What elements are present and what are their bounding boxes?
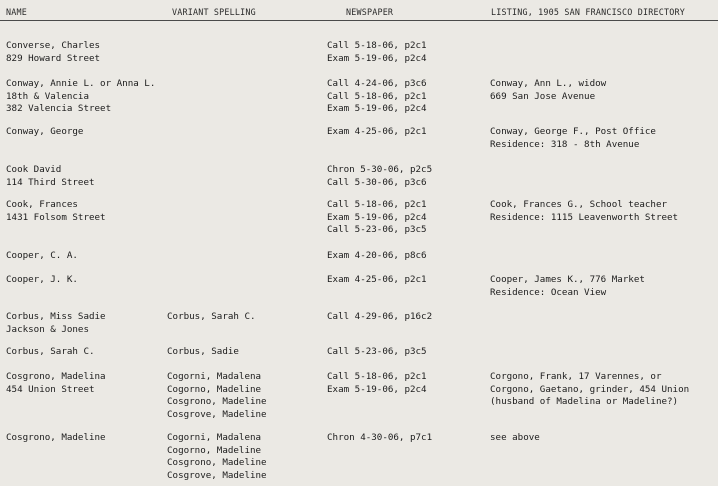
entry-name-line: 18th & Valencia — [6, 90, 89, 102]
entry-name — [6, 432, 106, 445]
entry-newspaper-line: Exam 4-20-06, p8c6 — [327, 250, 427, 261]
entry-newspaper-line: Exam 5-19-06, p2c4 — [327, 211, 427, 223]
entry-newspaper-line: Call 5-18-06, p2c1 — [327, 90, 427, 102]
header-newspaper: NEWSPAPER — [346, 7, 394, 17]
entry-newspaper — [327, 164, 432, 189]
entry-name — [6, 40, 100, 65]
entry-listing-line: 669 San Jose Avenue — [490, 90, 596, 102]
entry-newspaper-line: Call 5-30-06, p3c6 — [327, 176, 427, 188]
entry-listing-line: see above — [490, 432, 540, 443]
entry-name-line: Cooper, C. A. — [6, 250, 78, 261]
entry-name-line: Corbus, Miss Sadie — [6, 311, 106, 322]
entry-name — [6, 199, 106, 224]
entry-newspaper — [327, 311, 432, 324]
entry-newspaper — [327, 199, 427, 237]
entry-newspaper-line: Chron 5-30-06, p2c5 — [327, 164, 433, 175]
entry-variant-spelling-line: Cogorno, Madeline — [167, 444, 262, 456]
entry-name-line: Jackson & Jones — [6, 323, 89, 335]
entry-variant-spelling-line: Cogorno, Madeline — [167, 383, 262, 395]
entry-listing — [490, 199, 678, 224]
entry-name-line: 1431 Folsom Street — [6, 211, 106, 223]
entry-name-line: 114 Third Street — [6, 176, 95, 188]
entry-name — [6, 78, 155, 116]
entry-name-line: Conway, George — [6, 126, 84, 137]
entry-name — [6, 250, 78, 263]
entry-newspaper — [327, 126, 427, 139]
entry-variant-spelling-line: Cogorni, Madalena — [167, 432, 262, 443]
entry-name-line: Corbus, Sarah C. — [6, 346, 95, 357]
entry-newspaper — [327, 40, 427, 65]
entry-variant-spelling-line: Cosgrove, Madeline — [167, 409, 267, 421]
entry-name — [6, 311, 106, 336]
entry-name-line: Cook David — [6, 164, 62, 175]
entry-newspaper-line: Call 5-18-06, p2c1 — [327, 40, 427, 51]
entry-variant-spelling — [167, 432, 267, 483]
entry-listing-line: Corgono, Frank, 17 Varennes, or — [490, 371, 662, 382]
entry-listing-line: (husband of Madelina or Madeline?) — [490, 396, 679, 408]
entry-variant-spelling-line: Cosgrove, Madeline — [167, 470, 267, 482]
entry-listing-line: Cook, Frances G., School teacher — [490, 199, 668, 210]
entry-newspaper — [327, 274, 427, 287]
entry-newspaper-line: Call 4-24-06, p3c6 — [327, 78, 427, 89]
entry-name-line: Cosgrono, Madelina — [6, 371, 106, 382]
entry-listing-line: Conway, George F., Post Office — [490, 126, 656, 137]
entry-newspaper-line: Call 5-23-06, p3c5 — [327, 224, 427, 236]
entry-listing-line: Residence: 318 - 8th Avenue — [490, 138, 640, 150]
entry-variant-spelling — [167, 311, 256, 324]
entry-name — [6, 346, 95, 359]
header-variant-spelling: VARIANT SPELLING — [172, 7, 256, 17]
entry-newspaper-line: Call 5-23-06, p3c5 — [327, 346, 427, 357]
entry-listing — [490, 432, 540, 445]
header-rule — [0, 20, 718, 21]
entry-variant-spelling-line: Cosgrono, Madeline — [167, 396, 267, 408]
entry-newspaper — [327, 78, 427, 116]
entry-name-line: 829 Howard Street — [6, 52, 101, 64]
entry-newspaper-line: Chron 4-30-06, p7c1 — [327, 432, 433, 443]
entry-listing-line: Residence: Ocean View — [490, 286, 607, 298]
entry-listing-line: Corgono, Gaetano, grinder, 454 Union — [490, 383, 690, 395]
header-listing: LISTING, 1905 SAN FRANCISCO DIRECTORY — [491, 7, 685, 17]
entry-name — [6, 164, 95, 189]
entry-listing-line: Cooper, James K., 776 Market — [490, 274, 645, 285]
entry-newspaper — [327, 432, 432, 445]
entry-newspaper-line: Call 5-18-06, p2c1 — [327, 199, 427, 210]
entry-name-line: 454 Union Street — [6, 383, 95, 395]
entry-variant-spelling-line: Cogorni, Madalena — [167, 371, 262, 382]
entry-variant-spelling-line: Cosgrono, Madeline — [167, 457, 267, 469]
entry-listing-line: Conway, Ann L., widow — [490, 78, 607, 89]
entry-name-line: Converse, Charles — [6, 40, 101, 51]
entry-listing-line: Residence: 1115 Leavenworth Street — [490, 211, 679, 223]
entry-name-line: Cosgrono, Madeline — [6, 432, 106, 443]
entry-listing — [490, 78, 606, 103]
entry-listing — [490, 126, 656, 151]
header-name: NAME — [6, 7, 27, 17]
entry-newspaper-line: Exam 4-25-06, p2c1 — [327, 126, 427, 137]
entry-name-line: Cooper, J. K. — [6, 274, 78, 285]
entry-listing — [490, 274, 645, 299]
entry-newspaper-line: Exam 4-25-06, p2c1 — [327, 274, 427, 285]
entry-name — [6, 126, 83, 139]
entry-newspaper-line: Exam 5-19-06, p2c4 — [327, 383, 427, 395]
entry-variant-spelling-line: Corbus, Sadie — [167, 346, 239, 357]
entry-listing — [490, 371, 689, 409]
entry-name — [6, 274, 78, 287]
entry-newspaper — [327, 346, 427, 359]
entry-newspaper-line: Call 4-29-06, p16c2 — [327, 311, 433, 322]
entry-variant-spelling-line: Corbus, Sarah C. — [167, 311, 256, 322]
entry-newspaper-line: Exam 5-19-06, p2c4 — [327, 103, 427, 115]
entry-newspaper-line: Exam 5-19-06, p2c4 — [327, 52, 427, 64]
entry-name-line: 382 Valencia Street — [6, 103, 112, 115]
entry-name-line: Cook, Frances — [6, 199, 78, 210]
entry-newspaper-line: Call 5-18-06, p2c1 — [327, 371, 427, 382]
entry-variant-spelling — [167, 346, 239, 359]
entry-name — [6, 371, 106, 396]
entry-name-line: Conway, Annie L. or Anna L. — [6, 78, 156, 89]
entry-newspaper — [327, 371, 427, 396]
entry-variant-spelling — [167, 371, 267, 422]
entry-newspaper — [327, 250, 427, 263]
